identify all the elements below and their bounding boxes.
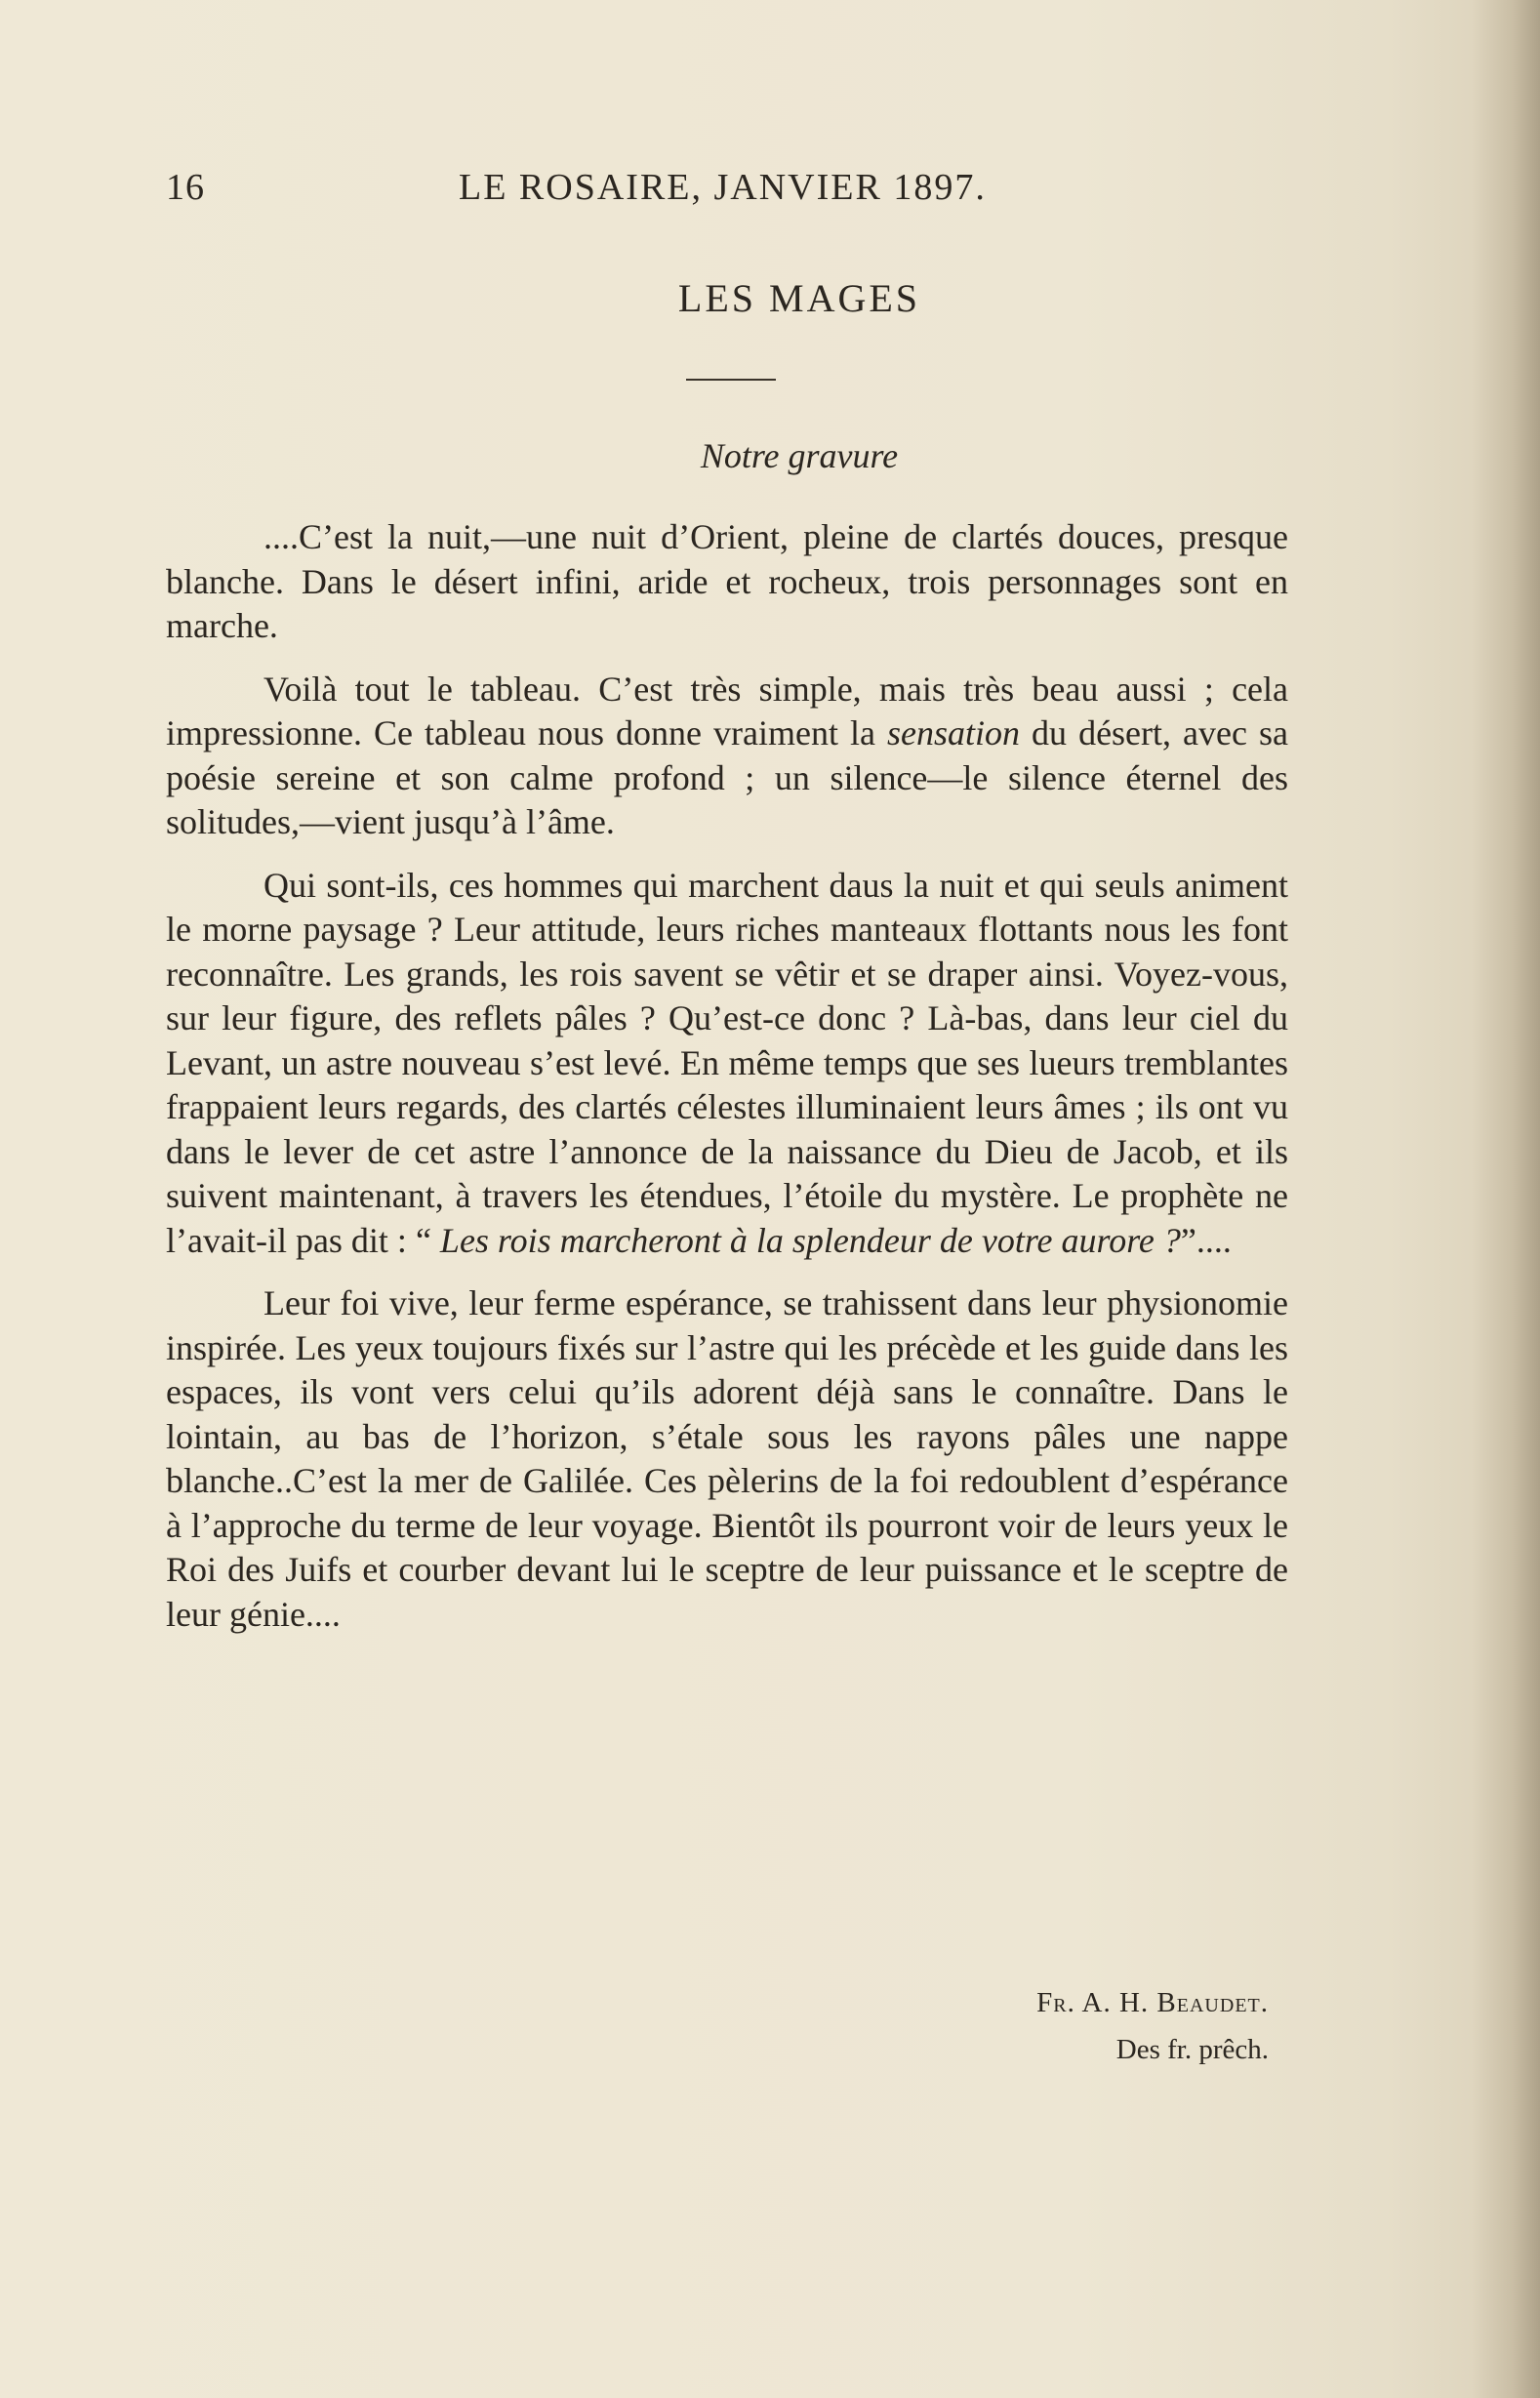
article-body [166,515,1288,1655]
text-run: ....C’est la nuit,—une nuit d’Orient, pleine de clartés douces, presque blanche. Dans le désert infini, aride et rocheux, trois personnages sont en marche. [166,517,1288,645]
page-edge-shadow [1472,0,1540,2398]
author-affiliation: Des fr. prêch. [1115,2034,1269,2065]
italic-text-run: sensation [887,713,1021,752]
running-head [166,166,1288,224]
paragraph [166,668,1288,845]
text-run: Voilà tout le tableau. C’est très simple, mais très beau aussi ; cela impressionne. Ce tableau nous donne vraiment la [166,669,1288,752]
title-rule [686,379,776,381]
journal-header: LE ROSAIRE, JANVIER 1897. [459,167,987,208]
text-run: ”.... [1180,1220,1232,1260]
article-subtitle: Notre gravure [700,436,899,475]
text-run: Qui sont-ils, ces hommes qui marchent daus la nuit et qui seuls animent le morne paysage ? Leur attitude, leurs riches manteaux flottants nous les font reconnaître. Les grands, les rois savent se vêtir et se draper ainsi. Voyez-vous, sur leur figure, des reflets pâles ? Qu’est-ce donc ? Là-bas, dans leur ciel du Levant, un astre nouveau s’est levé. En même temps que ses lueurs tremblantes frappaient leurs regards, des clartés célestes illuminaient leurs âmes ; ils ont vu dans le lever de cet astre l’annonce de la naissance du Dieu de Jacob, et ils suivent maintenant, à travers les étendues, l’étoile du mystère. Le prophète ne l’avait-il pas dit : “ [166,865,1288,1260]
signature-block [917,1979,1269,2073]
article-title: LES MAGES [677,276,921,320]
paragraph [166,1281,1288,1637]
paragraph [166,515,1288,649]
paragraph [166,864,1288,1264]
author-name: Fr. A. H. Beaudet. [1036,1987,1269,2018]
text-run: du désert, avec sa poésie sereine et son calme profond ; un silence—le silence éternel des solitudes,—vient jusqu’à l’âme. [166,713,1288,841]
italic-quote: Les rois marcheront à la splendeur de votre aurore ? [439,1220,1181,1260]
page-number: 16 [166,167,205,208]
text-run: Leur foi vive, leur ferme espérance, se trahissent dans leur physionomie inspirée. Les yeux toujours fixés sur l’astre qui les précède et les guide dans les espaces, ils vont vers celui qu’ils adorent déjà sans le connaître. Dans le lointain, au bas de l’horizon, s’étale sous les rayons pâles une nappe blanche..C’est la mer de Galilée. Ces pèlerins de la foi redoublent d’espérance à l’approche du terme de leur voyage. Bientôt ils pourront voir de leurs yeux le Roi des Juifs et courber devant lui le sceptre de leur puissance et le sceptre de leur génie.... [166,1283,1288,1634]
